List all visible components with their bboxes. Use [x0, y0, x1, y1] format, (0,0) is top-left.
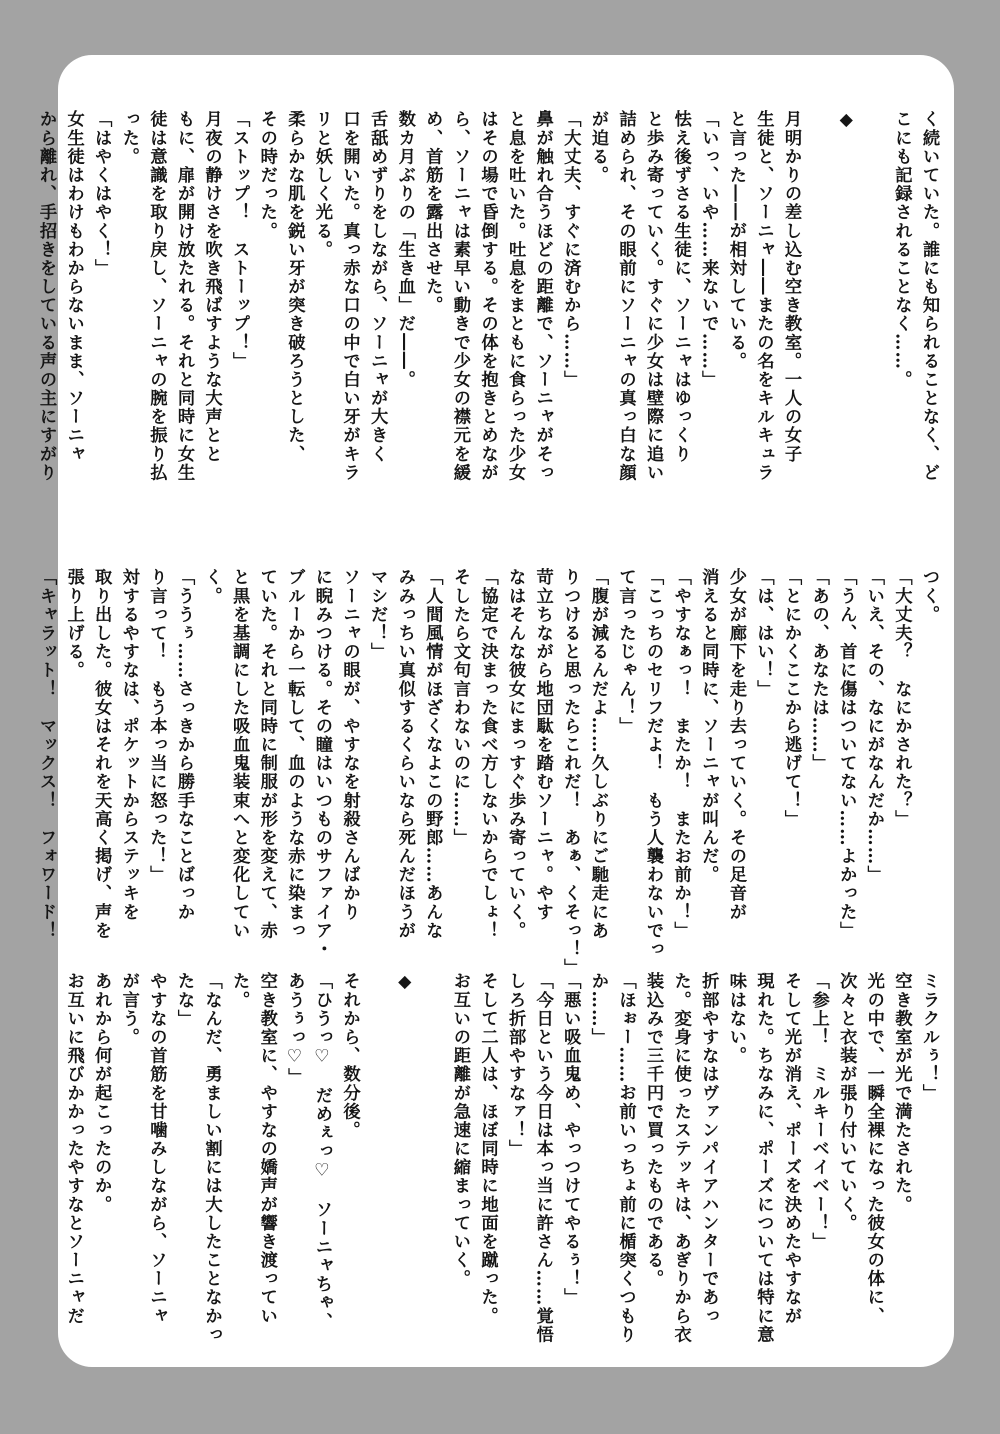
- text-line: 数カ月ぶりの「生き血」だ――。: [394, 110, 415, 389]
- section-divider-diamond: ◆: [836, 110, 857, 132]
- text-line: あれから何が起こったのか。: [91, 972, 112, 1214]
- text-line: った。: [118, 110, 139, 166]
- text-line: [418, 972, 446, 1317]
- text-line: に睨みつける。その瞳はいつものサファイア・: [311, 568, 332, 959]
- text-line: みみっちい真似するくらいなら死んだほうが: [394, 568, 415, 940]
- text-line: 「なんだ、勇ましい割には大したことなかっ: [201, 972, 222, 1344]
- text-line: 取り出した。彼女はそれを天高く掲げ、声を: [91, 568, 112, 940]
- text-line: から離れ、手招きをしている声の主にすがり: [36, 110, 56, 482]
- text-line: た。: [229, 972, 250, 1010]
- text-line: 張り上げる。: [63, 568, 84, 680]
- text-line: 「大丈夫、すぐに済むから……」: [560, 110, 581, 389]
- text-line: 「はやくはやく！」: [91, 110, 112, 278]
- text-line: しろ折部やすなァ！」: [505, 972, 526, 1158]
- text-line: そして二人は、ほぼ同時に地面を蹴った。: [477, 972, 498, 1326]
- text-line: 「ううぅ……さっきから勝手なことばっか: [173, 568, 194, 922]
- text-line: と言った――が相対している。: [725, 110, 746, 371]
- text-line: 空き教室が光で満たされた。: [891, 972, 912, 1214]
- text-line: あうぅっ♡」: [284, 972, 305, 1087]
- text-line: 「うん、首に傷はついてない……よかった」: [836, 568, 857, 940]
- text-line: め、首筋を露出させた。: [422, 110, 443, 315]
- text-line: 「いえ、その、なにがなんだか……」: [863, 568, 884, 885]
- text-line: なはそんな彼女にまっすぐ歩み寄っていく。: [505, 568, 526, 940]
- text-line: そしたら文句言わないのに……」: [449, 568, 470, 847]
- text-line: 口を開いた。真っ赤な口の中で白い牙がキラ: [339, 110, 360, 482]
- text-line: 消えると同時に、ソーニャが叫んだ。: [698, 568, 719, 885]
- text-line: か……」: [587, 972, 608, 1047]
- text-line: 「こっちのセリフだよ！ もう人襲わないでっ: [643, 568, 664, 959]
- text-line: 「協定で決まった食べ方しないからでしょ！: [477, 568, 498, 940]
- text-line: そして光が消え、ポーズを決めたやすなが: [781, 972, 802, 1326]
- text-line: 「は、はい！」: [753, 568, 774, 699]
- text-line: 鼻が触れ合うほどの距離で、ソーニャがそっ: [532, 110, 553, 482]
- text-line: く続いていた。誰にも知られることなく、ど: [919, 110, 939, 482]
- text-line: 次々と衣装が張り付いていく。: [836, 972, 857, 1233]
- text-line: それから、数分後。: [339, 972, 360, 1140]
- text-line: [859, 110, 887, 465]
- text-line: と歩み寄っていく。すぐに少女は壁際に追い: [643, 110, 664, 482]
- text-line: もに、扉が開け放たれる。それと同時に女生: [173, 110, 194, 482]
- text-line: く。: [201, 568, 222, 606]
- text-block-top: [31, 110, 942, 482]
- text-line: 「とにかくここから逃げて！」: [781, 568, 802, 829]
- text-line: 「いっ、いや……来ないで……」: [698, 110, 719, 389]
- text-line: マシだ！」: [367, 568, 388, 661]
- text-line: お互いの距離が急速に縮まっていく。: [449, 972, 470, 1289]
- text-block-bottom: [59, 972, 942, 1344]
- text-line: 詰められ、その眼前にソーニャの真っ白な顔: [615, 110, 636, 482]
- text-line: 「大丈夫？ なにかされた？」: [891, 568, 912, 829]
- text-line: [804, 110, 832, 465]
- text-block-middle: [31, 568, 942, 977]
- text-line: 「キャラット！ マックス！ フォワード！: [36, 568, 56, 940]
- text-line: 怯え後ずさる生徒に、ソーニャはゆっくり: [670, 110, 691, 464]
- text-line: はその場で昏倒する。その体を抱きとめなが: [477, 110, 498, 482]
- text-line: やすなの首筋を甘噛みしながら、ソーニャ: [146, 972, 167, 1326]
- text-line: りつけると思ったらこれだ！ あぁ、くそっ！」: [560, 568, 581, 977]
- text-line: 月夜の静けさを吹き飛ばすような大声とと: [201, 110, 222, 464]
- text-line: 女生徒はわけもわからないまま、ソーニャ: [63, 110, 84, 464]
- text-line: が言う。: [118, 972, 139, 1047]
- text-line: 対するやすなは、ポケットからステッキを: [118, 568, 139, 922]
- text-line: て言ったじゃん！」: [615, 568, 636, 736]
- text-line: たな」: [173, 972, 194, 1028]
- text-line: 装込みで三千円で買ったものである。: [643, 972, 664, 1289]
- text-line: 「ほぉー……お前いっちょ前に楯突くつもり: [615, 972, 636, 1344]
- text-line: お互いに飛びかかったやすなとソーニャだ: [63, 972, 84, 1326]
- text-line: こにも記録されることなく……。: [891, 110, 912, 389]
- text-line: 折部やすなはヴァンパイアハンターであっ: [698, 972, 719, 1326]
- text-line: 「人間風情がほざくなよこの野郎……あんな: [422, 568, 443, 940]
- text-line: 舌舐めずりをしながら、ソーニャが大きく: [367, 110, 388, 464]
- text-line: 「腹が減るんだよ……久しぶりにご馳走にあ: [587, 568, 608, 940]
- text-line: ソーニャの眼が、やすなを射殺さんばかり: [339, 568, 360, 922]
- text-line: 「悪い吸血鬼め、やっつけてやるぅ！」: [560, 972, 581, 1307]
- text-line: 「やすなぁっ！ またか！ またお前か！」: [670, 568, 691, 940]
- text-line: 現れた。ちなみに、ポーズについては特に意: [753, 972, 774, 1344]
- text-line: 「参上！ ミルキーベイベー！」: [808, 972, 829, 1251]
- section-divider-diamond: ◆: [394, 972, 415, 994]
- text-line: 月明かりの差し込む空き教室。一人の女子: [781, 110, 802, 464]
- text-line: 味はない。: [725, 972, 746, 1065]
- text-line: ていた。それと同時に制服が形を変えて、赤: [256, 568, 277, 940]
- text-line: 「あの、あなたは……」: [808, 568, 829, 773]
- text-line: 少女が廊下を走り去っていく。その足音が: [725, 568, 746, 922]
- text-line: リと妖しく光る。: [311, 110, 332, 259]
- text-line: 苛立ちながら地団駄を踏むソーニャ。やす: [532, 568, 553, 922]
- text-line: その時だった。: [256, 110, 277, 241]
- text-line: ミラクルぅ！」: [919, 972, 939, 1103]
- text-line: 生徒と、ソーニャ――またの名をキルキュラ: [753, 110, 774, 482]
- text-line: 「ひうっ♡ だめぇっ♡ ソーニャちゃ、: [311, 972, 332, 1331]
- text-line: 「ストップ！ ストーップ！」: [229, 110, 250, 371]
- text-line: 柔らかな肌を鋭い牙が突き破ろうとした、: [284, 110, 305, 464]
- text-line: ブルーから一転して、血のような赤に染まっ: [284, 568, 305, 940]
- text-line: と息を吐いた。吐息をまともに食らった少女: [505, 110, 526, 482]
- text-line: [363, 972, 391, 1317]
- text-line: 光の中で、一瞬全裸になった彼女の体に、: [863, 972, 884, 1326]
- text-line: つく。: [919, 568, 939, 624]
- text-line: た。変身に使ったステッキは、あぎりから衣: [670, 972, 691, 1344]
- text-line: 「今日という今日は本っ当に許さん……覚悟: [532, 972, 553, 1344]
- text-line: と黒を基調にした吸血鬼装束へと変化してい: [229, 568, 250, 940]
- text-line: ら、ソーニャは素早い動きで少女の襟元を緩: [449, 110, 470, 482]
- text-line: り言って！ もう本っ当に怒った！」: [146, 568, 167, 885]
- text-line: 徒は意識を取り戻し、ソーニャの腕を振り払: [146, 110, 167, 482]
- text-line: 空き教室に、やすなの嬌声が響き渡ってい: [256, 972, 277, 1326]
- text-line: が迫る。: [587, 110, 608, 185]
